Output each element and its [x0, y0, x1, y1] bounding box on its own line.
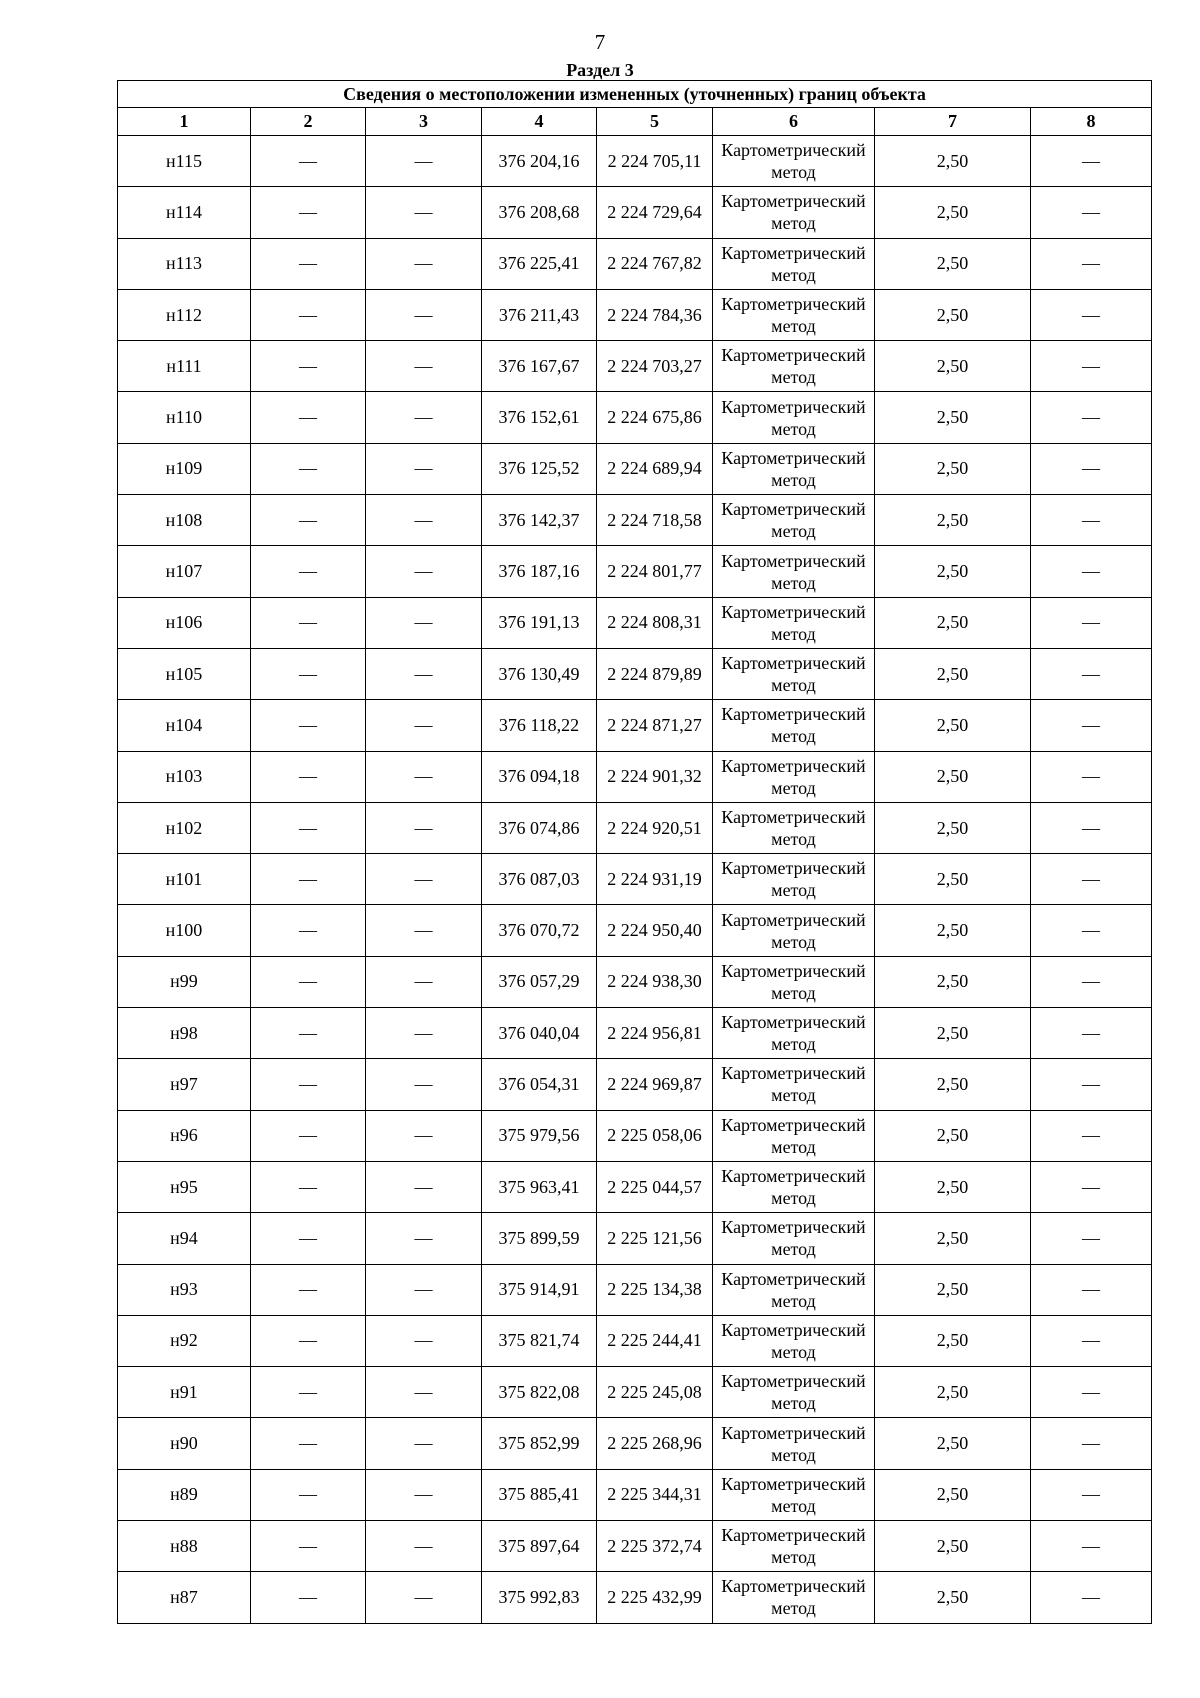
col2-cell: — — [251, 1059, 366, 1110]
x-coordinate-cell: 376 211,43 — [482, 289, 597, 340]
x-coordinate-cell: 376 057,29 — [482, 956, 597, 1007]
y-coordinate-cell: 2 225 058,06 — [597, 1110, 713, 1161]
method-cell: Картометрический метод — [713, 136, 875, 187]
col3-cell: — — [366, 1367, 482, 1418]
col8-cell: — — [1031, 1367, 1152, 1418]
col3-cell: — — [366, 1008, 482, 1059]
col8-cell: — — [1031, 854, 1152, 905]
x-coordinate-cell: 375 852,99 — [482, 1418, 597, 1469]
column-header: 4 — [482, 108, 597, 136]
point-name-cell: н104 — [118, 700, 251, 751]
y-coordinate-cell: 2 224 705,11 — [597, 136, 713, 187]
col8-cell: — — [1031, 546, 1152, 597]
point-name-cell: н109 — [118, 443, 251, 494]
table-row — [118, 854, 1152, 905]
point-name-cell: н98 — [118, 1008, 251, 1059]
accuracy-cell: 2,50 — [875, 1521, 1031, 1572]
col8-cell: — — [1031, 1521, 1152, 1572]
accuracy-cell: 2,50 — [875, 648, 1031, 699]
point-name-cell: н107 — [118, 546, 251, 597]
point-name-cell: н100 — [118, 905, 251, 956]
x-coordinate-cell: 376 087,03 — [482, 854, 597, 905]
method-cell: Картометрический метод — [713, 700, 875, 751]
col2-cell: — — [251, 597, 366, 648]
x-coordinate-cell: 376 094,18 — [482, 751, 597, 802]
accuracy-cell: 2,50 — [875, 187, 1031, 238]
y-coordinate-cell: 2 224 784,36 — [597, 289, 713, 340]
accuracy-cell: 2,50 — [875, 495, 1031, 546]
point-name-cell: н93 — [118, 1264, 251, 1315]
col3-cell: — — [366, 1418, 482, 1469]
col3-cell: — — [366, 392, 482, 443]
col2-cell: — — [251, 854, 366, 905]
point-name-cell: н90 — [118, 1418, 251, 1469]
col3-cell: — — [366, 854, 482, 905]
col2-cell: — — [251, 341, 366, 392]
accuracy-cell: 2,50 — [875, 546, 1031, 597]
y-coordinate-cell: 2 225 372,74 — [597, 1521, 713, 1572]
page-number: 7 — [594, 30, 606, 54]
method-cell: Картометрический метод — [713, 238, 875, 289]
point-name-cell: н111 — [118, 341, 251, 392]
col3-cell: — — [366, 1161, 482, 1212]
method-cell: Картометрический метод — [713, 546, 875, 597]
y-coordinate-cell: 2 224 956,81 — [597, 1008, 713, 1059]
col8-cell: — — [1031, 905, 1152, 956]
point-name-cell: н103 — [118, 751, 251, 802]
x-coordinate-cell: 376 191,13 — [482, 597, 597, 648]
table-row — [118, 905, 1152, 956]
col2-cell: — — [251, 648, 366, 699]
col3-cell: — — [366, 597, 482, 648]
x-coordinate-cell: 376 074,86 — [482, 802, 597, 853]
col2-cell: — — [251, 1110, 366, 1161]
col2-cell: — — [251, 1469, 366, 1520]
col8-cell: — — [1031, 648, 1152, 699]
point-name-cell: н92 — [118, 1315, 251, 1366]
y-coordinate-cell: 2 225 245,08 — [597, 1367, 713, 1418]
method-cell: Картометрический метод — [713, 1008, 875, 1059]
method-cell: Картометрический метод — [713, 1264, 875, 1315]
table-row — [118, 1161, 1152, 1212]
col3-cell: — — [366, 289, 482, 340]
table-row — [118, 956, 1152, 1007]
point-name-cell: н97 — [118, 1059, 251, 1110]
accuracy-cell: 2,50 — [875, 136, 1031, 187]
y-coordinate-cell: 2 224 901,32 — [597, 751, 713, 802]
col8-cell: — — [1031, 1264, 1152, 1315]
method-cell: Картометрический метод — [713, 1161, 875, 1212]
point-name-cell: н95 — [118, 1161, 251, 1212]
accuracy-cell: 2,50 — [875, 443, 1031, 494]
col8-cell: — — [1031, 341, 1152, 392]
column-header-row — [118, 108, 1152, 136]
accuracy-cell: 2,50 — [875, 1572, 1031, 1623]
accuracy-cell: 2,50 — [875, 392, 1031, 443]
table-row — [118, 1110, 1152, 1161]
y-coordinate-cell: 2 225 344,31 — [597, 1469, 713, 1520]
point-name-cell: н91 — [118, 1367, 251, 1418]
table-row — [118, 1315, 1152, 1366]
col3-cell: — — [366, 187, 482, 238]
method-cell: Картометрический метод — [713, 802, 875, 853]
col8-cell: — — [1031, 751, 1152, 802]
accuracy-cell: 2,50 — [875, 905, 1031, 956]
table-row — [118, 1469, 1152, 1520]
col3-cell: — — [366, 905, 482, 956]
col3-cell: — — [366, 546, 482, 597]
y-coordinate-cell: 2 224 938,30 — [597, 956, 713, 1007]
accuracy-cell: 2,50 — [875, 956, 1031, 1007]
col8-cell: — — [1031, 1161, 1152, 1212]
table-row — [118, 341, 1152, 392]
table-row — [118, 187, 1152, 238]
table-row — [118, 1264, 1152, 1315]
y-coordinate-cell: 2 224 801,77 — [597, 546, 713, 597]
x-coordinate-cell: 376 187,16 — [482, 546, 597, 597]
method-cell: Картометрический метод — [713, 392, 875, 443]
col3-cell: — — [366, 238, 482, 289]
col8-cell: — — [1031, 1572, 1152, 1623]
col3-cell: — — [366, 700, 482, 751]
point-name-cell: н96 — [118, 1110, 251, 1161]
method-cell: Картометрический метод — [713, 854, 875, 905]
method-cell: Картометрический метод — [713, 751, 875, 802]
method-cell: Картометрический метод — [713, 443, 875, 494]
point-name-cell: н106 — [118, 597, 251, 648]
y-coordinate-cell: 2 225 044,57 — [597, 1161, 713, 1212]
table-row — [118, 648, 1152, 699]
x-coordinate-cell: 376 152,61 — [482, 392, 597, 443]
table-row — [118, 289, 1152, 340]
col8-cell: — — [1031, 495, 1152, 546]
accuracy-cell: 2,50 — [875, 238, 1031, 289]
y-coordinate-cell: 2 224 931,19 — [597, 854, 713, 905]
x-coordinate-cell: 375 822,08 — [482, 1367, 597, 1418]
col8-cell: — — [1031, 443, 1152, 494]
table-row — [118, 1521, 1152, 1572]
col2-cell: — — [251, 751, 366, 802]
y-coordinate-cell: 2 225 134,38 — [597, 1264, 713, 1315]
col3-cell: — — [366, 1059, 482, 1110]
x-coordinate-cell: 375 821,74 — [482, 1315, 597, 1366]
y-coordinate-cell: 2 225 121,56 — [597, 1213, 713, 1264]
col2-cell: — — [251, 1418, 366, 1469]
boundary-table — [117, 80, 1152, 1624]
y-coordinate-cell: 2 224 808,31 — [597, 597, 713, 648]
col8-cell: — — [1031, 1213, 1152, 1264]
col3-cell: — — [366, 1521, 482, 1572]
point-name-cell: н110 — [118, 392, 251, 443]
point-name-cell: н105 — [118, 648, 251, 699]
method-cell: Картометрический метод — [713, 289, 875, 340]
col8-cell: — — [1031, 1059, 1152, 1110]
col2-cell: — — [251, 1264, 366, 1315]
x-coordinate-cell: 376 118,22 — [482, 700, 597, 751]
x-coordinate-cell: 376 125,52 — [482, 443, 597, 494]
accuracy-cell: 2,50 — [875, 341, 1031, 392]
x-coordinate-cell: 376 167,67 — [482, 341, 597, 392]
point-name-cell: н115 — [118, 136, 251, 187]
y-coordinate-cell: 2 224 675,86 — [597, 392, 713, 443]
col3-cell: — — [366, 1572, 482, 1623]
x-coordinate-cell: 376 208,68 — [482, 187, 597, 238]
section-title: Раздел 3 — [566, 60, 634, 80]
col2-cell: — — [251, 1008, 366, 1059]
column-header: 8 — [1031, 108, 1152, 136]
point-name-cell: н99 — [118, 956, 251, 1007]
point-name-cell: н89 — [118, 1469, 251, 1520]
method-cell: Картометрический метод — [713, 597, 875, 648]
point-name-cell: н94 — [118, 1213, 251, 1264]
col3-cell: — — [366, 802, 482, 853]
accuracy-cell: 2,50 — [875, 700, 1031, 751]
table-row — [118, 546, 1152, 597]
col2-cell: — — [251, 802, 366, 853]
table-row — [118, 136, 1152, 187]
col2-cell: — — [251, 700, 366, 751]
table-row — [118, 1572, 1152, 1623]
x-coordinate-cell: 375 914,91 — [482, 1264, 597, 1315]
accuracy-cell: 2,50 — [875, 1469, 1031, 1520]
col2-cell: — — [251, 136, 366, 187]
column-header: 2 — [251, 108, 366, 136]
column-header: 5 — [597, 108, 713, 136]
method-cell: Картометрический метод — [713, 1367, 875, 1418]
x-coordinate-cell: 375 992,83 — [482, 1572, 597, 1623]
point-name-cell: н112 — [118, 289, 251, 340]
table-row — [118, 802, 1152, 853]
col8-cell: — — [1031, 802, 1152, 853]
method-cell: Картометрический метод — [713, 1418, 875, 1469]
y-coordinate-cell: 2 224 879,89 — [597, 648, 713, 699]
table-row — [118, 1008, 1152, 1059]
point-name-cell: н88 — [118, 1521, 251, 1572]
table-row — [118, 1059, 1152, 1110]
x-coordinate-cell: 375 899,59 — [482, 1213, 597, 1264]
x-coordinate-cell: 376 040,04 — [482, 1008, 597, 1059]
col3-cell: — — [366, 136, 482, 187]
method-cell: Картометрический метод — [713, 1059, 875, 1110]
col3-cell: — — [366, 1469, 482, 1520]
column-header: 1 — [118, 108, 251, 136]
y-coordinate-cell: 2 224 920,51 — [597, 802, 713, 853]
method-cell: Картометрический метод — [713, 341, 875, 392]
col3-cell: — — [366, 648, 482, 699]
point-name-cell: н87 — [118, 1572, 251, 1623]
x-coordinate-cell: 376 054,31 — [482, 1059, 597, 1110]
x-coordinate-cell: 376 142,37 — [482, 495, 597, 546]
accuracy-cell: 2,50 — [875, 597, 1031, 648]
col2-cell: — — [251, 546, 366, 597]
accuracy-cell: 2,50 — [875, 289, 1031, 340]
y-coordinate-cell: 2 224 689,94 — [597, 443, 713, 494]
col8-cell: — — [1031, 1315, 1152, 1366]
table-row — [118, 751, 1152, 802]
accuracy-cell: 2,50 — [875, 1059, 1031, 1110]
point-name-cell: н102 — [118, 802, 251, 853]
method-cell: Картометрический метод — [713, 956, 875, 1007]
x-coordinate-cell: 376 130,49 — [482, 648, 597, 699]
accuracy-cell: 2,50 — [875, 1418, 1031, 1469]
col3-cell: — — [366, 443, 482, 494]
method-cell: Картометрический метод — [713, 495, 875, 546]
table-row — [118, 1367, 1152, 1418]
col3-cell: — — [366, 1264, 482, 1315]
method-cell: Картометрический метод — [713, 1315, 875, 1366]
accuracy-cell: 2,50 — [875, 1161, 1031, 1212]
col8-cell: — — [1031, 1418, 1152, 1469]
col3-cell: — — [366, 341, 482, 392]
col2-cell: — — [251, 1572, 366, 1623]
col8-cell: — — [1031, 1008, 1152, 1059]
y-coordinate-cell: 2 224 729,64 — [597, 187, 713, 238]
y-coordinate-cell: 2 224 871,27 — [597, 700, 713, 751]
column-header: 7 — [875, 108, 1031, 136]
col2-cell: — — [251, 495, 366, 546]
col2-cell: — — [251, 956, 366, 1007]
column-header: 6 — [713, 108, 875, 136]
y-coordinate-cell: 2 225 432,99 — [597, 1572, 713, 1623]
x-coordinate-cell: 375 979,56 — [482, 1110, 597, 1161]
table-row — [118, 238, 1152, 289]
col8-cell: — — [1031, 1110, 1152, 1161]
col2-cell: — — [251, 392, 366, 443]
table-row — [118, 1418, 1152, 1469]
col3-cell: — — [366, 1315, 482, 1366]
col8-cell: — — [1031, 136, 1152, 187]
method-cell: Картометрический метод — [713, 1572, 875, 1623]
column-header: 3 — [366, 108, 482, 136]
col8-cell: — — [1031, 392, 1152, 443]
x-coordinate-cell: 376 225,41 — [482, 238, 597, 289]
col2-cell: — — [251, 187, 366, 238]
col3-cell: — — [366, 751, 482, 802]
table-row — [118, 1213, 1152, 1264]
col3-cell: — — [366, 1110, 482, 1161]
accuracy-cell: 2,50 — [875, 802, 1031, 853]
accuracy-cell: 2,50 — [875, 1110, 1031, 1161]
col3-cell: — — [366, 956, 482, 1007]
table-caption-row — [118, 81, 1152, 108]
table-row — [118, 597, 1152, 648]
col8-cell: — — [1031, 1469, 1152, 1520]
table-row — [118, 700, 1152, 751]
method-cell: Картометрический метод — [713, 187, 875, 238]
x-coordinate-cell: 376 070,72 — [482, 905, 597, 956]
x-coordinate-cell: 375 963,41 — [482, 1161, 597, 1212]
accuracy-cell: 2,50 — [875, 751, 1031, 802]
method-cell: Картометрический метод — [713, 1110, 875, 1161]
y-coordinate-cell: 2 224 767,82 — [597, 238, 713, 289]
col2-cell: — — [251, 1161, 366, 1212]
point-name-cell: н101 — [118, 854, 251, 905]
y-coordinate-cell: 2 225 268,96 — [597, 1418, 713, 1469]
col8-cell: — — [1031, 187, 1152, 238]
col2-cell: — — [251, 1315, 366, 1366]
method-cell: Картометрический метод — [713, 905, 875, 956]
col8-cell: — — [1031, 597, 1152, 648]
col8-cell: — — [1031, 238, 1152, 289]
table-row — [118, 443, 1152, 494]
y-coordinate-cell: 2 225 244,41 — [597, 1315, 713, 1366]
col3-cell: — — [366, 1213, 482, 1264]
point-name-cell: н114 — [118, 187, 251, 238]
accuracy-cell: 2,50 — [875, 1315, 1031, 1366]
table-row — [118, 392, 1152, 443]
table-body — [118, 136, 1152, 1624]
col2-cell: — — [251, 238, 366, 289]
table-row — [118, 495, 1152, 546]
col8-cell: — — [1031, 289, 1152, 340]
point-name-cell: н113 — [118, 238, 251, 289]
accuracy-cell: 2,50 — [875, 1367, 1031, 1418]
y-coordinate-cell: 2 224 969,87 — [597, 1059, 713, 1110]
table-caption: Сведения о местоположении измененных (уточненных) границ объекта — [118, 81, 1152, 108]
x-coordinate-cell: 375 897,64 — [482, 1521, 597, 1572]
accuracy-cell: 2,50 — [875, 1213, 1031, 1264]
col2-cell: — — [251, 1367, 366, 1418]
col3-cell: — — [366, 495, 482, 546]
method-cell: Картометрический метод — [713, 648, 875, 699]
method-cell: Картометрический метод — [713, 1521, 875, 1572]
col2-cell: — — [251, 1521, 366, 1572]
point-name-cell: н108 — [118, 495, 251, 546]
x-coordinate-cell: 375 885,41 — [482, 1469, 597, 1520]
y-coordinate-cell: 2 224 950,40 — [597, 905, 713, 956]
method-cell: Картометрический метод — [713, 1469, 875, 1520]
col2-cell: — — [251, 1213, 366, 1264]
col2-cell: — — [251, 289, 366, 340]
accuracy-cell: 2,50 — [875, 854, 1031, 905]
x-coordinate-cell: 376 204,16 — [482, 136, 597, 187]
accuracy-cell: 2,50 — [875, 1008, 1031, 1059]
col8-cell: — — [1031, 700, 1152, 751]
accuracy-cell: 2,50 — [875, 1264, 1031, 1315]
y-coordinate-cell: 2 224 718,58 — [597, 495, 713, 546]
method-cell: Картометрический метод — [713, 1213, 875, 1264]
col8-cell: — — [1031, 956, 1152, 1007]
y-coordinate-cell: 2 224 703,27 — [597, 341, 713, 392]
col2-cell: — — [251, 905, 366, 956]
col2-cell: — — [251, 443, 366, 494]
